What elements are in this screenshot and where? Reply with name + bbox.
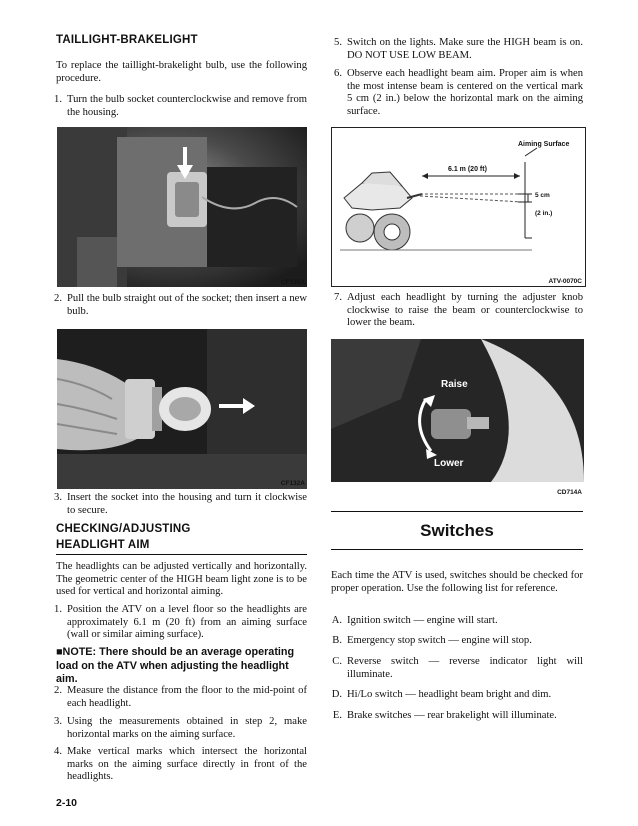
label-5cm: 5 cm bbox=[535, 192, 550, 199]
section-title-headlight-aim bbox=[56, 521, 307, 555]
item-letter: C. bbox=[332, 656, 342, 667]
label-distance: 6.1 m (20 ft) bbox=[448, 166, 487, 173]
step-text: Observe each headlight beam aim. Proper aim is when the most intense beam is centered on the vertical mark 5 cm (2 in.) below the horizontal mark on the aiming surface. bbox=[347, 68, 583, 117]
label-aiming-surface: Aiming Surface bbox=[518, 141, 570, 148]
label-raise: Raise bbox=[441, 379, 468, 390]
headlight-step-5 bbox=[328, 37, 583, 62]
step-number: 2. bbox=[54, 685, 62, 696]
headlight-intro: The headlights can be adjusted vertically and horizontally. The geometric center of the HIGH beam light zone is to be used for vertical and horizontal aiming. bbox=[56, 561, 307, 598]
step-text: Using the measurements obtained in step 2, make horizontal marks on the aiming surface. bbox=[67, 716, 307, 740]
step-text: Adjust each headlight by turning the adjuster knob clockwise to raise the beam or counterclockwise to lower the beam. bbox=[347, 292, 583, 329]
step-number: 4. bbox=[54, 746, 62, 757]
switch-item-b bbox=[328, 635, 583, 648]
photo-headlight-adjuster-knob bbox=[331, 339, 584, 482]
item-letter: D. bbox=[331, 689, 342, 700]
photo-hand-holding-bulb bbox=[57, 329, 307, 489]
headlight-step-6 bbox=[328, 68, 583, 118]
note-operating-load: ■NOTE: There should be an average operating load on the ATV when adjusting the headlight aim. bbox=[56, 646, 295, 685]
item-text: Reverse switch — reverse indicator light will illuminate. bbox=[347, 656, 583, 680]
headlight-step-7 bbox=[328, 292, 583, 330]
item-text: Brake switches — rear brakelight will illuminate. bbox=[347, 710, 557, 721]
figure-label: CF135A bbox=[280, 279, 305, 286]
item-text: Emergency stop switch — engine will stop. bbox=[347, 635, 532, 646]
atv-headlight-aim-diagram bbox=[331, 127, 586, 287]
step-text: Position the ATV on a level floor so the headlights are approximately 6.1 m (20 ft) from an aiming surface (wall or similar aiming surface). bbox=[67, 604, 307, 641]
item-letter: A. bbox=[331, 615, 342, 626]
switches-bottom-rule bbox=[331, 549, 583, 550]
headlight-step-2 bbox=[48, 685, 307, 710]
step-number: 7. bbox=[334, 292, 342, 303]
figure-label: CF132A bbox=[280, 480, 305, 487]
headlight-step-3 bbox=[48, 716, 307, 741]
figure-label: ATV-0070C bbox=[548, 278, 582, 285]
page-number: 2-10 bbox=[56, 797, 78, 809]
step-number: 2. bbox=[54, 293, 62, 304]
step-number: 1. bbox=[54, 94, 62, 105]
item-text: Ignition switch — engine will start. bbox=[347, 615, 498, 626]
taillight-step-1 bbox=[48, 94, 307, 119]
photo-bulb-socket-housing bbox=[57, 127, 307, 287]
section-title-taillight: TAILLIGHT-BRAKELIGHT bbox=[56, 34, 198, 46]
item-letter: E. bbox=[332, 710, 342, 721]
headlight-step-4 bbox=[48, 746, 307, 784]
switch-item-d bbox=[328, 689, 583, 702]
step-number: 1. bbox=[54, 604, 62, 615]
switches-top-rule bbox=[331, 511, 583, 512]
step-text: Make vertical marks which intersect the horizontal marks on the aiming surface directly in front of the headlights. bbox=[67, 746, 307, 783]
step-text: Turn the bulb socket counterclockwise and remove from the housing. bbox=[67, 94, 307, 118]
taillight-intro: To replace the taillight-brakelight bulb, use the following procedure. bbox=[56, 60, 307, 84]
section-title-switches: Switches bbox=[420, 521, 494, 540]
label-lower: Lower bbox=[434, 458, 464, 469]
step-number: 6. bbox=[334, 68, 342, 79]
switch-item-e bbox=[328, 710, 583, 723]
item-text: Hi/Lo switch — headlight beam bright and dim. bbox=[347, 689, 552, 700]
step-number: 5. bbox=[334, 37, 342, 48]
step-number: 3. bbox=[54, 716, 62, 727]
step-text: Switch on the lights. Make sure the HIGH beam is on. DO NOT USE LOW BEAM. bbox=[347, 37, 583, 61]
figure-label: CD714A bbox=[557, 489, 582, 496]
taillight-step-3 bbox=[48, 492, 307, 517]
step-text: Insert the socket into the housing and turn it clockwise to secure. bbox=[67, 492, 307, 516]
step-number: 3. bbox=[54, 492, 62, 503]
switch-item-c bbox=[328, 656, 583, 681]
switches-intro: Each time the ATV is used, switches should be checked for proper operation. Use the following list for reference. bbox=[331, 570, 583, 594]
step-text: Pull the bulb straight out of the socket; then insert a new bulb. bbox=[67, 293, 307, 317]
switch-item-a bbox=[328, 615, 583, 628]
label-2in: (2 in.) bbox=[535, 210, 553, 217]
heading-line-1: CHECKING/ADJUSTING bbox=[56, 523, 191, 535]
step-text: Measure the distance from the floor to the mid-point of each headlight. bbox=[67, 685, 307, 709]
taillight-step-2 bbox=[48, 293, 307, 318]
item-letter: B. bbox=[332, 635, 342, 646]
headlight-step-1 bbox=[48, 604, 307, 642]
heading-line-2: HEADLIGHT AIM bbox=[56, 539, 150, 551]
